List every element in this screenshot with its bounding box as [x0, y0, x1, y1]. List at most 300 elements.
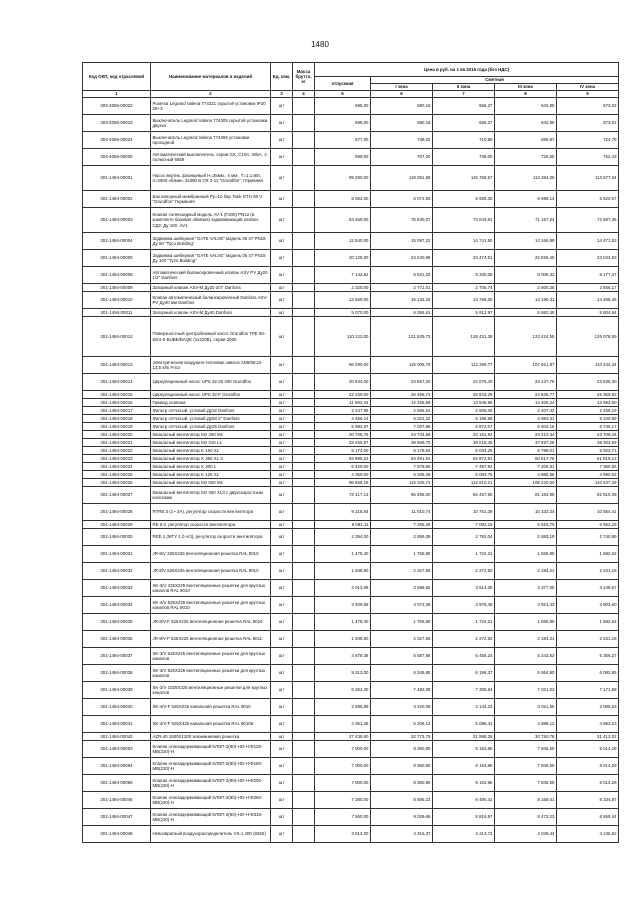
- row-zone-2-price: 74 043,91: [433, 208, 495, 233]
- row-zone-4-price: 5 804,64: [557, 309, 619, 317]
- row-zone-2-price: 2 272,82: [433, 631, 495, 648]
- row-zone-1-price: 14 255,59: [371, 399, 433, 407]
- row-zone-3-price: 5 243,52: [495, 648, 557, 665]
- row-unit: шт: [271, 208, 293, 233]
- row-mass: [293, 699, 315, 716]
- row-mass: [293, 98, 315, 115]
- row-zone-2-price: 5 086,41: [433, 716, 495, 733]
- column-index: 2: [151, 91, 271, 98]
- row-zone-1-price: 5 322,22: [371, 415, 433, 423]
- row-mass: [293, 597, 315, 614]
- row-code: 301-1494-00040: [83, 699, 151, 716]
- row-zone-4-price: 8 177,47: [557, 267, 619, 284]
- row-name: SK-3/V 1025X325 вентиляционные решетки для круглых каналов: [151, 682, 271, 699]
- row-code: 301-1494-00014: [83, 374, 151, 391]
- row-code: 301-1494-00027: [83, 487, 151, 504]
- row-name: Клапан огнезадерживающий КЛОП-2(90)-НО-Н-Ф315-МВ(220)-Н: [151, 809, 271, 826]
- row-zone-4-price: 2 740,89: [557, 529, 619, 546]
- row-unit: шт: [271, 415, 293, 423]
- row-unit: шт: [271, 374, 293, 391]
- row-zone-1-price: 24 734,58: [371, 431, 433, 439]
- row-unit: шт: [271, 149, 293, 166]
- row-name: Канальный вентилятор K 200 L: [151, 463, 271, 471]
- row-release-price: 3 409,58: [315, 597, 371, 614]
- row-zone-1-price: 7 482,08: [371, 682, 433, 699]
- row-code: 301-1494-00030: [83, 529, 151, 546]
- row-zone-4-price: 23 044,53: [557, 250, 619, 267]
- row-mass: [293, 309, 315, 317]
- row-name: Выключатель Legrand Valena 774305 скрытой установки двухкл.: [151, 115, 271, 132]
- row-zone-3-price: 3 021,65: [495, 699, 557, 716]
- row-zone-4-price: 5 356,27: [557, 648, 619, 665]
- row-zone-3-price: 642,99: [495, 98, 557, 115]
- row-release-price: 20 644,00: [315, 374, 371, 391]
- row-mass: [293, 479, 315, 487]
- row-release-price: 7 000,00: [315, 758, 371, 775]
- row-name: JR-8/V 325X225 вентиляционная решетка RAL 9010: [151, 546, 271, 563]
- row-zone-4-price: 724,79: [557, 132, 619, 149]
- row-name: Циркуляционный насос UPS 32-25 200 Grundfos: [151, 374, 271, 391]
- table-row: [83, 529, 619, 546]
- row-name: Задвижка шиберная "GATE VALVE" модель 05 47 PN16 Ду 100 "Tyco Building": [151, 250, 271, 267]
- row-zone-2-price: 112 610,21: [433, 479, 495, 487]
- row-release-price: 110 122,00: [315, 317, 371, 357]
- row-zone-4-price: 13 693,50: [557, 399, 619, 407]
- row-release-price: 595,00: [315, 98, 371, 115]
- row-name: Канальный вентилятор K 125 XL: [151, 471, 271, 479]
- row-release-price: 1 478,40: [315, 614, 371, 631]
- row-release-price: 4 456,14: [315, 415, 371, 423]
- row-mass: [293, 208, 315, 233]
- row-zone-3-price: 22 559,49: [495, 250, 557, 267]
- header-unit: Ед. изм.: [271, 63, 293, 91]
- table-row: [83, 431, 619, 439]
- table-row: [83, 267, 619, 284]
- row-zone-1-price: 1 765,80: [371, 546, 433, 563]
- row-zone-1-price: 131 529,73: [371, 317, 433, 357]
- row-zone-4-price: 2 656,17: [557, 284, 619, 292]
- row-unit: шт: [271, 563, 293, 580]
- row-zone-1-price: 767,20: [371, 149, 433, 166]
- column-index: 4: [293, 91, 315, 98]
- column-index: 9: [557, 91, 619, 98]
- row-mass: [293, 826, 315, 843]
- row-zone-2-price: 2 792,04: [433, 529, 495, 546]
- row-release-price: 5 064,00: [315, 191, 371, 208]
- table-row: [83, 716, 619, 733]
- row-mass: [293, 580, 315, 597]
- row-name: REE 1 (MTY 1.0 A/J), регулятор скорости вентилятора: [151, 529, 271, 546]
- row-unit: шт: [271, 521, 293, 529]
- row-unit: шт: [271, 580, 293, 597]
- row-unit: шт: [271, 487, 293, 504]
- table-row: [83, 357, 619, 374]
- row-unit: шт: [271, 682, 293, 699]
- row-unit: шт: [271, 648, 293, 665]
- row-unit: шт: [271, 614, 293, 631]
- row-zone-3-price: 7 845,59: [495, 758, 557, 775]
- row-name: Задвижка шиберная "GATE VALVE" модель 05 47 PN16 Ду 50 "Tyco Building": [151, 233, 271, 250]
- row-unit: шт: [271, 471, 293, 479]
- row-zone-3-price: 7 205,61: [495, 463, 557, 471]
- table-row: [83, 479, 619, 487]
- row-zone-1-price: 86 495,00: [371, 487, 433, 504]
- table-row: [83, 809, 619, 826]
- row-code: 301-1494-00046: [83, 792, 151, 809]
- row-zone-1-price: 15 097,22: [371, 233, 433, 250]
- row-zone-4-price: 2 459,19: [557, 407, 619, 415]
- row-zone-1-price: 2 771,01: [371, 284, 433, 292]
- row-zone-3-price: 3 821,43: [495, 597, 557, 614]
- row-code: 301-1494-00041: [83, 716, 151, 733]
- row-name: SK-3/V 825X325 вентиляционные решетки для круглых каналов: [151, 665, 271, 682]
- row-release-price: 5 313,00: [315, 665, 371, 682]
- row-zone-2-price: 8 330,08: [433, 267, 495, 284]
- row-release-price: 99 290,00: [315, 166, 371, 191]
- row-code: 301-1494-00026: [83, 479, 151, 487]
- row-name: SK-3/V 425X225 вентиляционные решетки для круглых каналов RAL 9010: [151, 580, 271, 597]
- table-row: [83, 166, 619, 191]
- table-header: [83, 63, 619, 98]
- row-unit: шт: [271, 132, 293, 149]
- row-release-price: 6 264,30: [315, 682, 371, 699]
- table-row: [83, 521, 619, 529]
- row-zone-4-price: 3 086,63: [557, 699, 619, 716]
- table-row: [83, 775, 619, 792]
- row-code: 301-1494-00003: [83, 208, 151, 233]
- row-zone-3-price: 14 190,31: [495, 292, 557, 309]
- row-release-price: 2 695,99: [315, 699, 371, 716]
- row-mass: [293, 471, 315, 479]
- row-zone-4-price: 3 449,67: [557, 580, 619, 597]
- column-index: 7: [433, 91, 495, 98]
- row-zone-1-price: 6 345,85: [371, 665, 433, 682]
- row-zone-2-price: 656,27: [433, 115, 495, 132]
- row-zone-3-price: 10 332,24: [495, 504, 557, 521]
- row-zone-3-price: 23 137,76: [495, 374, 557, 391]
- row-zone-2-price: 8 490,42: [433, 792, 495, 809]
- row-unit: шт: [271, 699, 293, 716]
- row-release-price: 63 469,00: [315, 208, 371, 233]
- row-mass: [293, 166, 315, 191]
- table-row: [83, 292, 619, 309]
- row-zone-2-price: 2 705,74: [433, 284, 495, 292]
- row-zone-2-price: 25 843,29: [433, 391, 495, 399]
- row-release-price: 1 948,80: [315, 563, 371, 580]
- table-row: [83, 758, 619, 775]
- row-zone-2-price: 14 765,00: [433, 292, 495, 309]
- row-zone-3-price: 71 157,24: [495, 208, 557, 233]
- row-zone-1-price: 4 315,37: [371, 826, 433, 843]
- table-row: [83, 374, 619, 391]
- table-row: [83, 309, 619, 317]
- row-release-price: 2 394,00: [315, 529, 371, 546]
- row-zone-1-price: 6 055,61: [371, 309, 433, 317]
- row-code: 301-1494-00022: [83, 447, 151, 455]
- table-row: [83, 132, 619, 149]
- row-mass: [293, 267, 315, 284]
- row-unit: шт: [271, 439, 293, 447]
- header-price-group: Цена в руб. на 1 кв 2016 года (без НДС): [315, 63, 619, 77]
- row-zone-4-price: 4 136,52: [557, 826, 619, 843]
- row-mass: [293, 391, 315, 399]
- table-row: [83, 250, 619, 267]
- row-name: RTRE 3 (1~ 3A), регулятор скорости вентилятора: [151, 504, 271, 521]
- row-unit: шт: [271, 665, 293, 682]
- table-row: [83, 597, 619, 614]
- row-zone-4-price: 5 100,69: [557, 415, 619, 423]
- row-code: 301-1494-00011: [83, 309, 151, 317]
- row-zone-4-price: 38 303,59: [557, 439, 619, 447]
- row-name: Канальный вентилятор K 355 XL 3: [151, 455, 271, 463]
- row-zone-4-price: 82 910,39: [557, 487, 619, 504]
- row-zone-1-price: 5 587,86: [371, 648, 433, 665]
- row-mass: [293, 563, 315, 580]
- row-zone-3-price: 113 284,06: [495, 166, 557, 191]
- row-zone-2-price: 3 514,05: [433, 580, 495, 597]
- row-release-price: 12 669,00: [315, 292, 371, 309]
- row-mass: [293, 374, 315, 391]
- table-row: [83, 399, 619, 407]
- row-zone-1-price: 7 265,29: [371, 521, 433, 529]
- row-release-price: 4 678,38: [315, 648, 371, 665]
- row-code: 301-1494-00010: [83, 292, 151, 309]
- row-release-price: 4 359,00: [315, 471, 371, 479]
- row-zone-1-price: 2 327,65: [371, 563, 433, 580]
- row-unit: шт: [271, 479, 293, 487]
- row-release-price: 11 962,44: [315, 399, 371, 407]
- row-zone-3-price: 2 683,19: [495, 529, 557, 546]
- row-zone-4-price: 2 231,18: [557, 631, 619, 648]
- row-code: 301-1494-00031: [83, 546, 151, 563]
- row-unit: шт: [271, 292, 293, 309]
- table-row: [83, 614, 619, 631]
- row-zone-4-price: 1 692,62: [557, 614, 619, 631]
- row-release-price: 7 560,00: [315, 809, 371, 826]
- column-index: 1: [83, 91, 151, 98]
- row-code: 301-1494-00019: [83, 423, 151, 431]
- row-release-price: 9 218,64: [315, 504, 371, 521]
- row-code: 301-1494-00047: [83, 809, 151, 826]
- row-zone-1-price: 26 466,71: [371, 391, 433, 399]
- row-release-price: 53 995,23: [315, 455, 371, 463]
- row-release-price: 7 000,00: [315, 741, 371, 758]
- row-unit: шт: [271, 309, 293, 317]
- row-name: Канальный вентилятор KD 250 M1: [151, 431, 271, 439]
- row-zone-3-price: 5 954,80: [495, 665, 557, 682]
- row-zone-3-price: 7 845,59: [495, 741, 557, 758]
- row-mass: [293, 775, 315, 792]
- row-zone-3-price: 7 845,59: [495, 775, 557, 792]
- row-zone-4-price: 61 819,12: [557, 455, 619, 463]
- row-unit: шт: [271, 166, 293, 191]
- row-unit: шт: [271, 597, 293, 614]
- row-code: 301-1494-00008: [83, 267, 151, 284]
- row-zone-1-price: 8 360,80: [371, 758, 433, 775]
- table-row: [83, 733, 619, 741]
- row-code: 301-1494-00013: [83, 357, 151, 374]
- table-row: [83, 423, 619, 431]
- row-zone-4-price: 1 692,62: [557, 546, 619, 563]
- row-code: 301-1494-00021: [83, 439, 151, 447]
- row-unit: шт: [271, 504, 293, 521]
- table-row: [83, 682, 619, 699]
- row-zone-2-price: 5 185,68: [433, 415, 495, 423]
- row-mass: [293, 399, 315, 407]
- table-row: [83, 149, 619, 166]
- table-row: [83, 792, 619, 809]
- row-unit: шт: [271, 407, 293, 415]
- row-mass: [293, 292, 315, 309]
- table-row: [83, 471, 619, 479]
- row-zone-2-price: 7 497,93: [433, 463, 495, 471]
- row-code: 303-4055-00023: [83, 115, 151, 132]
- table-row: [83, 115, 619, 132]
- row-zone-4-price: 673,02: [557, 115, 619, 132]
- row-code: 301-1494-00016: [83, 399, 151, 407]
- row-zone-3-price: 6 815,70: [495, 521, 557, 529]
- row-unit: шт: [271, 631, 293, 648]
- row-zone-1-price: 8 531,03: [371, 267, 433, 284]
- column-index-row: [83, 91, 619, 98]
- row-mass: [293, 439, 315, 447]
- row-code: 301-1494-00048: [83, 826, 151, 843]
- row-zone-3-price: 1 656,99: [495, 614, 557, 631]
- row-unit: шт: [271, 529, 293, 546]
- row-name: Розетка Legrand Valena 774321 скрытой установки IP20 2К+3: [151, 98, 271, 115]
- row-mass: [293, 648, 315, 665]
- row-mass: [293, 614, 315, 631]
- row-zone-3-price: 14 166,89: [495, 233, 557, 250]
- row-mass: [293, 758, 315, 775]
- row-release-price: 1 478,40: [315, 546, 371, 563]
- table-row: [83, 487, 619, 504]
- row-name: Запорный клапан ASV-M Ду20 3/4" Danfoss: [151, 284, 271, 292]
- table-body: [83, 98, 619, 843]
- row-zone-2-price: 8 163,86: [433, 758, 495, 775]
- row-name: Автоматический балансировочный клапан ASV PV Ду20 1/2" Danfoss: [151, 267, 271, 284]
- row-zone-3-price: 4 888,12: [495, 716, 557, 733]
- row-unit: шт: [271, 733, 293, 741]
- row-name: Клапан соленоидный модель AV-1 (F200) PN12 (в комплекте базовая обвязка) задвижвающий клапан. СДУ. Ду 100. AV1: [151, 208, 271, 233]
- row-release-price: 577,00: [315, 132, 371, 149]
- row-zone-1-price: 7 037,85: [371, 423, 433, 431]
- row-zone-2-price: 8 163,86: [433, 775, 495, 792]
- row-release-price: 96 556,18: [315, 479, 371, 487]
- header-name: Наименование материалов и изделий: [151, 63, 271, 91]
- row-zone-1-price: 8 360,80: [371, 741, 433, 758]
- row-zone-2-price: 31 998,29: [433, 733, 495, 741]
- table-row: [83, 208, 619, 233]
- row-release-price: 5 070,00: [315, 309, 371, 317]
- row-mass: [293, 407, 315, 415]
- column-index: 6: [371, 91, 433, 98]
- row-zone-2-price: 8 816,97: [433, 809, 495, 826]
- row-zone-1-price: 1 765,80: [371, 614, 433, 631]
- row-zone-3-price: 108 220,00: [495, 479, 557, 487]
- row-name: Клапан огнезадерживающий КЛОП-2(90)-НО-Н-Ф200-МВ(220)-Н: [151, 775, 271, 792]
- row-name: Невозвратный воздухораспределитель VS-1 400 (8250): [151, 826, 271, 843]
- row-zone-4-price: 8 655,44: [557, 809, 619, 826]
- table-row: [83, 233, 619, 250]
- header-code: Код ОКП, код отраслевой: [83, 63, 151, 91]
- row-mass: [293, 741, 315, 758]
- row-mass: [293, 809, 315, 826]
- row-code: 301-1494-00035: [83, 614, 151, 631]
- row-release-price: 3 013,08: [315, 580, 371, 597]
- row-zone-1-price: 6 072,83: [371, 191, 433, 208]
- row-zone-2-price: 6 196,37: [433, 665, 495, 682]
- row-zone-2-price: 656,27: [433, 98, 495, 115]
- row-release-price: 6 429,00: [315, 463, 371, 471]
- row-unit: шт: [271, 423, 293, 431]
- table-row: [83, 407, 619, 415]
- row-code: 301-1494-00037: [83, 648, 151, 665]
- table-row: [83, 826, 619, 843]
- row-name: Насос вертик. фланцевый H=35мм., 4 мм., T=1,1 кВт, n=2900 об/мин, 3x380 В CR 3-11 "Grundfos", Германия: [151, 166, 271, 191]
- row-code: 301-1494-00038: [83, 665, 151, 682]
- row-zone-2-price: 1 724,21: [433, 614, 495, 631]
- row-zone-2-price: 710,89: [433, 132, 495, 149]
- row-zone-3-price: 4 993,31: [495, 415, 557, 423]
- row-mass: [293, 250, 315, 267]
- row-name: SK-4/V-F 525X325 канальная решетка RAL 9010в: [151, 716, 271, 733]
- row-zone-3-price: 107 921,87: [495, 357, 557, 374]
- row-zone-1-price: 115 008,79: [371, 357, 433, 374]
- row-zone-2-price: 24 151,93: [433, 431, 495, 439]
- row-code: 301-1494-00028: [83, 504, 151, 521]
- table-row: [83, 504, 619, 521]
- row-unit: шт: [271, 115, 293, 132]
- row-zone-1-price: 5 209,12: [371, 716, 433, 733]
- row-name: JR-8/V 525X225 вентиляционная решетка RAL 9010: [151, 563, 271, 580]
- row-name: SK-4/V 525X225 вентиляционные решетки для круглых каналов RAL 9010: [151, 597, 271, 614]
- row-unit: шт: [271, 250, 293, 267]
- table-row: [83, 391, 619, 399]
- row-zone-2-price: 5 929,30: [433, 191, 495, 208]
- row-name: Электрическая воздушно-тепловая завеса AD8/6E14-13,5 sfm Frico: [151, 357, 271, 374]
- row-zone-3-price: 37 497,28: [495, 439, 557, 447]
- row-code: 301-1494-00025: [83, 471, 151, 479]
- row-zone-2-price: 14 741,50: [433, 233, 495, 250]
- row-zone-1-price: 6 178,63: [371, 447, 433, 455]
- row-zone-4-price: 5 923,71: [557, 447, 619, 455]
- row-zone-2-price: 5 083,75: [433, 471, 495, 479]
- row-mass: [293, 733, 315, 741]
- row-unit: шт: [271, 758, 293, 775]
- row-code: 301-1494-00012: [83, 317, 151, 357]
- row-release-price: 5 892,37: [315, 423, 371, 431]
- row-name: Бак напорный мембранный Ру=10 бар Tank GTH 60 V "Grundfos" Германия: [151, 191, 271, 208]
- row-zone-4-price: 7 171,99: [557, 682, 619, 699]
- header-zone-1: I зона: [371, 84, 433, 91]
- row-name: SK-3/V 625X225 вентиляционные решетки для круглых каналов: [151, 648, 271, 665]
- row-name: SK-4/V-F 525X225 канальная решетка RAL 9010: [151, 699, 271, 716]
- header-zone-3: III зона: [495, 84, 557, 91]
- row-zone-1-price: 690,16: [371, 98, 433, 115]
- row-release-price: 3 613,00: [315, 826, 371, 843]
- row-unit: шт: [271, 809, 293, 826]
- row-zone-3-price: 5 799,01: [495, 447, 557, 455]
- row-name: Поверхностный центробежный насос Grundfos TPE 50-60/4-S BUBE/BAQE (1x220В), серии 2000: [151, 317, 271, 357]
- row-mass: [293, 521, 315, 529]
- row-release-price: 20 706,76: [315, 431, 371, 439]
- row-zone-4-price: 25 369,82: [557, 391, 619, 399]
- row-zone-4-price: 23 709,44: [557, 431, 619, 439]
- row-unit: шт: [271, 391, 293, 399]
- row-zone-3-price: 1 656,99: [495, 546, 557, 563]
- row-code: 301-1494-00032: [83, 563, 151, 580]
